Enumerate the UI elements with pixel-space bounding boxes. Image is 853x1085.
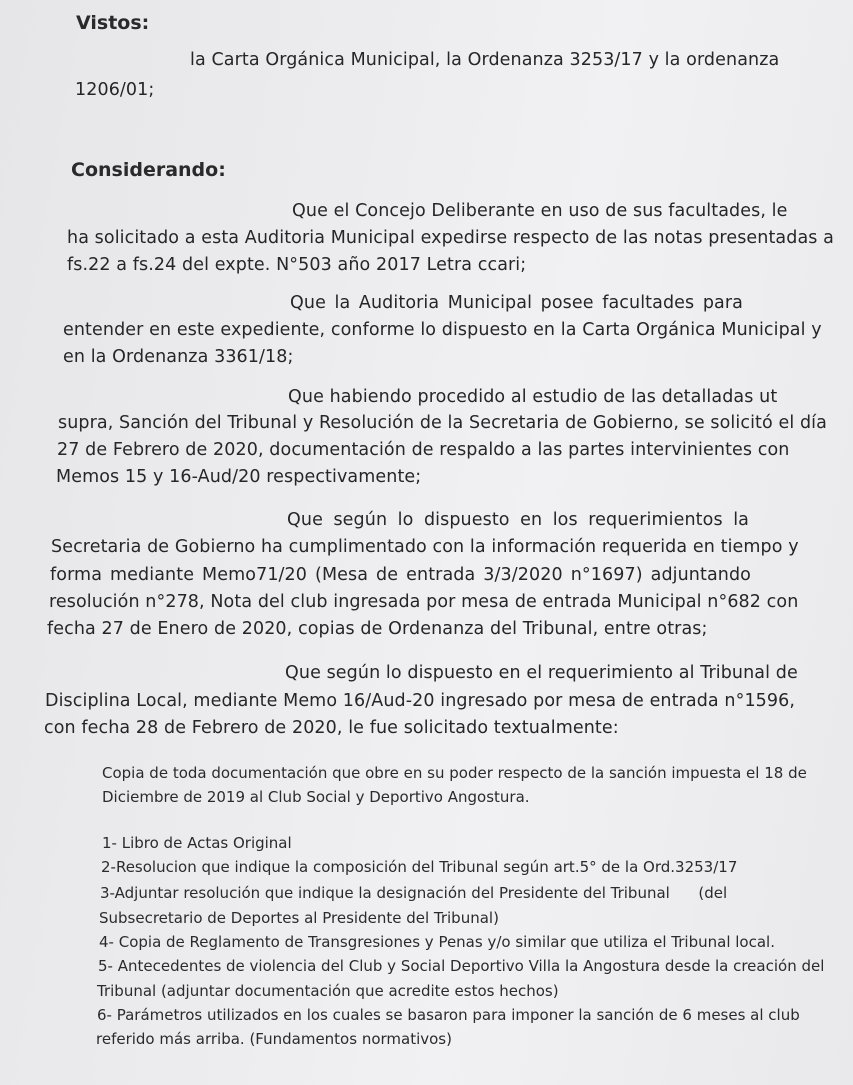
quote-item-1: 1- Libro de Actas Original xyxy=(102,834,292,852)
quote-item-3-cont: Subsecretario de Deportes al Presidente del Tribunal) xyxy=(99,909,499,927)
quote-item-5-cont: Tribunal (adjuntar documentación que acredite estos hechos) xyxy=(97,982,559,1000)
considerando-heading: Considerando: xyxy=(71,159,226,181)
quote-item-6: 6- Parámetros utilizados en los cuales se basaron para imponer la sanción de 6 meses al club xyxy=(97,1006,800,1024)
quote-item-6-cont: referido más arriba. (Fundamentos normativos) xyxy=(96,1030,452,1048)
paragraph-3-line-4: Memos 15 y 16-Aud/20 respectivamente; xyxy=(56,467,422,487)
paragraph-5-line-2: Disciplina Local, mediante Memo 16/Aud-20 ingresado por mesa de entrada n°1596, xyxy=(45,691,796,711)
paragraph-4-line-5: fecha 27 de Enero de 2020, copias de Ordenanza del Tribunal, entre otras; xyxy=(47,619,708,639)
quote-item-3: 3-Adjuntar resolución que indique la designación del Presidente del Tribunal (del xyxy=(100,884,728,902)
paragraph-4-line-2: Secretaria de Gobierno ha cumplimentado con la información requerida en tiempo y xyxy=(51,537,799,557)
paragraph-1-line-2: ha solicitado a esta Auditoria Municipal expedirse respecto de las notas presentadas a xyxy=(67,228,834,248)
quote-item-2: 2-Resolucion que indique la composición del Tribunal según art.5° de la Ord.3253/17 xyxy=(101,858,738,876)
paragraph-2-line-1: Que la Auditoria Municipal posee facultades para xyxy=(290,293,743,313)
paragraph-5-line-3: con fecha 28 de Febrero de 2020, le fue solicitado textualmente: xyxy=(44,718,619,738)
paragraph-3-line-2: supra, Sanción del Tribunal y Resolución de la Secretaria de Gobierno, se solicitó el día xyxy=(58,413,827,433)
paragraph-2-line-2: entender en este expediente, conforme lo dispuesto en la Carta Orgánica Municipal y xyxy=(63,320,822,340)
quote-intro-line-1: Copia de toda documentación que obre en su poder respecto de la sanción impuesta el 18 de xyxy=(102,764,807,782)
paragraph-3-line-1: Que habiendo procedido al estudio de las detalladas ut xyxy=(288,387,778,407)
quote-intro-line-2: Diciembre de 2019 al Club Social y Deportivo Angostura. xyxy=(102,788,530,806)
vistos-heading: Vistos: xyxy=(76,12,150,34)
paragraph-4-line-1: Que según lo dispuesto en los requerimientos la xyxy=(287,510,749,530)
paragraph-4-line-4: resolución n°278, Nota del club ingresada por mesa de entrada Municipal n°682 con xyxy=(49,592,799,612)
quote-item-5: 5- Antecedentes de violencia del Club y Social Deportivo Villa la Angostura desde la creación del xyxy=(98,957,825,975)
paragraph-5-line-1: Que según lo dispuesto en el requerimiento al Tribunal de xyxy=(285,663,798,683)
paragraph-3-line-3: 27 de Febrero de 2020, documentación de respaldo a las partes intervinientes con xyxy=(57,440,790,460)
paragraph-1-line-3: fs.22 a fs.24 del expte. N°503 año 2017 Letra ccari; xyxy=(67,255,527,275)
paragraph-2-line-3: en la Ordenanza 3361/18; xyxy=(63,347,294,367)
quote-item-4: 4- Copia de Reglamento de Transgresiones y Penas y/o similar que utiliza el Tribunal local. xyxy=(99,933,775,951)
vistos-line-2: 1206/01; xyxy=(75,80,155,100)
paragraph-1-line-1: Que el Concejo Deliberante en uso de sus facultades, le xyxy=(292,201,788,221)
vistos-line-1: la Carta Orgánica Municipal, la Ordenanza 3253/17 y la ordenanza xyxy=(190,50,780,70)
paragraph-4-line-3: forma mediante Memo71/20 (Mesa de entrada 3/3/2020 n°1697) adjuntando xyxy=(50,565,751,585)
